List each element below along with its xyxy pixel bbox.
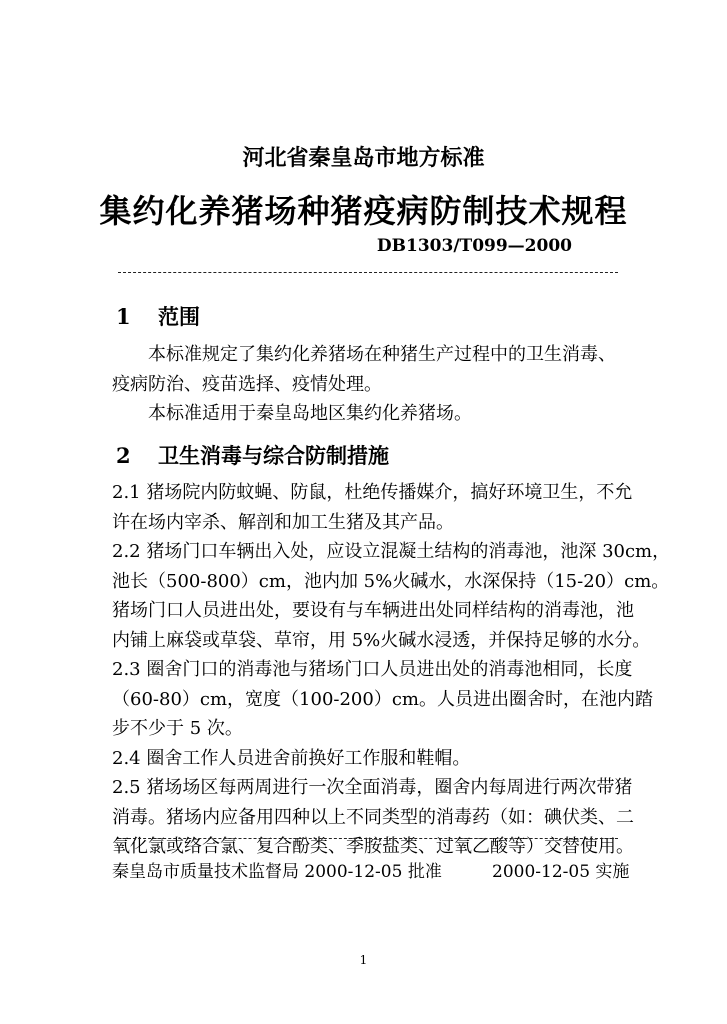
text-line: 内铺上麻袋或草袋、草帘，用 5%火碱水浸透，并保持足够的水分。 — [112, 629, 651, 651]
header-divider — [118, 272, 618, 273]
section-title: 卫生消毒与综合防制措施 — [158, 443, 389, 468]
text-line: （60-80）cm，宽度（100-200）cm。人员进出圈舍时，在池内踏 — [112, 688, 653, 710]
text-line: 消毒。猪场内应备用四种以上不同类型的消毒药（如：碘伏类、二 — [112, 806, 634, 828]
implementation-date: 2000-12-05 实施 — [492, 862, 630, 882]
text-line: 2.4 圈舍工作人员进舍前换好工作服和鞋帽。 — [112, 747, 471, 769]
text-line: 步不少于 5 次。 — [112, 718, 243, 739]
document-title: 集约化养猪场种猪疫病防制技术规程 — [99, 192, 628, 230]
standard-category-subtitle: 河北省秦皇岛市地方标准 — [242, 145, 485, 171]
text-line: 氧化氯或络合氯、复合酚类、季胺盐类、过氧乙酸等）交替使用。 — [112, 836, 634, 857]
text-line: 2.3 圈舍门口的消毒池与猪场门口人员进出处的消毒池相同，长度 — [112, 659, 633, 680]
section-heading-2 — [116, 440, 389, 470]
text-line: 池长（500-800）cm，池内加 5%火碱水，水深保持（15-20）cm。 — [112, 570, 670, 592]
section-heading-1 — [116, 301, 200, 331]
section-title: 范围 — [158, 304, 200, 329]
footer-divider — [118, 838, 618, 839]
text-line: 疫病防治、疫苗选择、疫情处理。 — [112, 373, 382, 395]
section-body-2 — [112, 478, 670, 862]
text-line: 本标准适用于秦皇岛地区集约化养猪场。 — [112, 403, 472, 424]
text-line: 2.5 猪场场区每两周进行一次全面消毒，圈舍内每周进行两次带猪 — [112, 777, 633, 798]
section-number: 1 — [116, 304, 131, 329]
text-line: 猪场门口人员进出处，要设有与车辆进出处同样结构的消毒池，池 — [112, 600, 634, 621]
page-number: 1 — [359, 953, 368, 967]
approval-statement: 秦皇岛市质量技术监督局 2000-12-05 批准 — [112, 862, 442, 882]
text-line: 本标准规定了集约化养猪场在种猪生产过程中的卫生消毒、 — [112, 344, 616, 365]
text-line: 2.1 猪场院内防蚊蝇、防鼠，杜绝传播媒介，搞好环境卫生，不允 — [112, 482, 633, 503]
text-line: 2.2 猪场门口车辆出入处，应设立混凝土结构的消毒池，池深 30cm， — [112, 541, 671, 562]
standard-code: DB1303/T099—2000 — [376, 236, 572, 256]
text-line: 许在场内宰杀、解剖和加工生猪及其产品。 — [112, 511, 454, 533]
section-body-1 — [112, 340, 616, 429]
section-number: 2 — [116, 443, 131, 468]
